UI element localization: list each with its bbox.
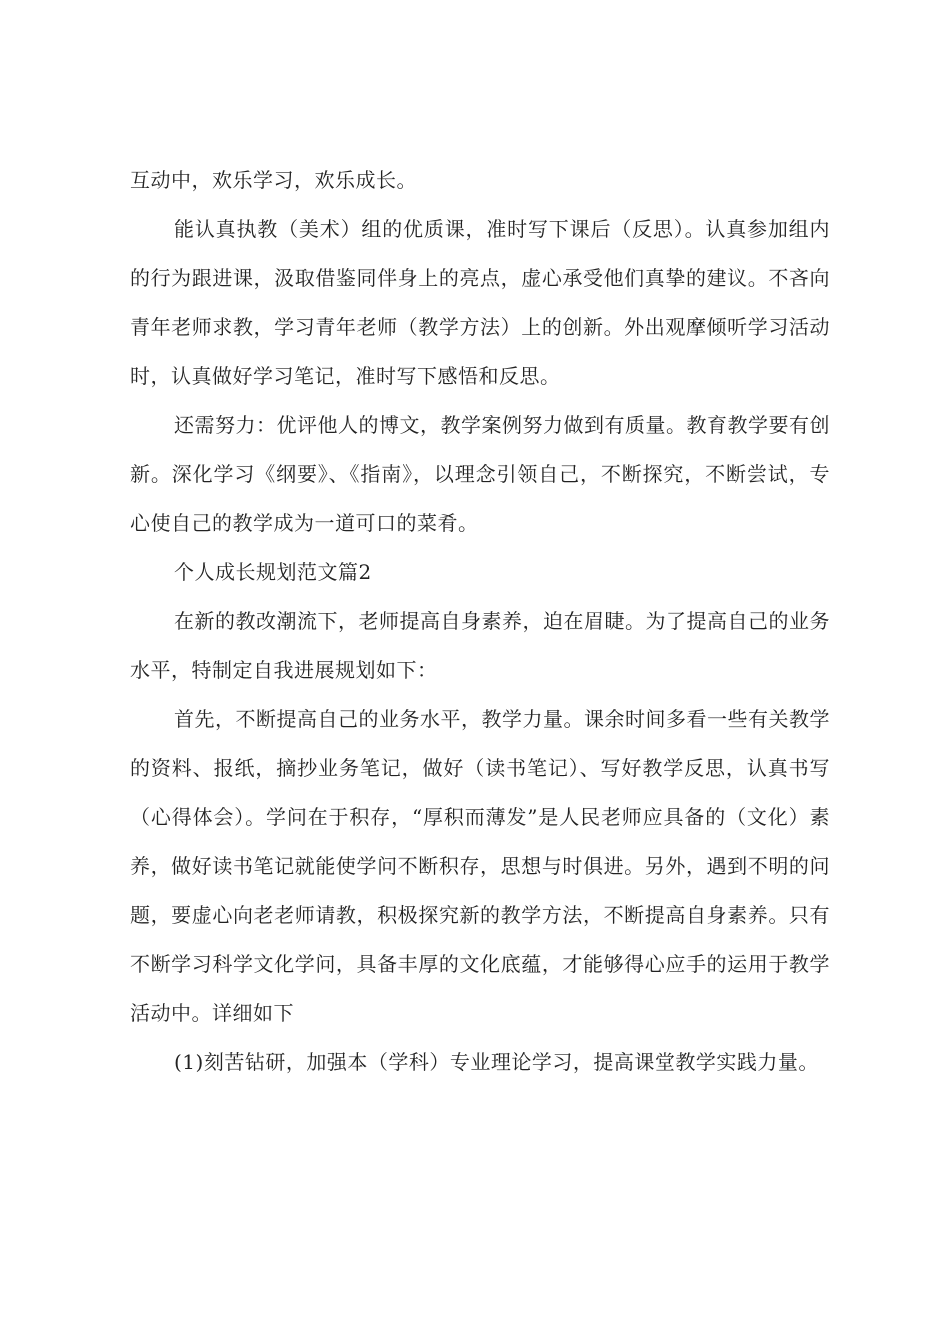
paragraph-needs-effort: 还需努力：优评他人的博文，教学案例努力做到有质量。教育教学要有创新。深化学习《纲要》、《指南》，以理念引领自己，不断探究，不断尝试，专心使自己的教学成为一道可口的菜肴。 xyxy=(130,413,830,535)
document-body xyxy=(130,156,830,1087)
paragraph-continuation: 互动中，欢乐学习，欢乐成长。 xyxy=(130,168,417,192)
paragraph-art-lessons: 能认真执教（美术）组的优质课，准时写下课后（反思）。认真参加组内的行为跟进课，汲取借鉴同伴身上的亮点，虚心承受他们真挚的建议。不吝向青年老师求教，学习青年老师（教学方法）上的创新。外出观摩倾听学习活动时，认真做好学习笔记，准时写下感悟和反思。 xyxy=(130,217,830,388)
section-heading: 个人成长规划范文篇2 xyxy=(174,560,372,584)
paragraph-intro: 在新的教改潮流下，老师提高自身素养，迫在眉睫。为了提高自己的业务水平，特制定自我进展规划如下： xyxy=(130,609,830,682)
paragraph-item-1: (1)刻苦钻研，加强本（学科）专业理论学习，提高课堂教学实践力量。 xyxy=(174,1050,819,1074)
paragraph-first-plan: 首先，不断提高自己的业务水平，教学力量。课余时间多看一些有关教学的资料、报纸，摘抄业务笔记，做好（读书笔记）、写好教学反思，认真书写（心得体会）。学问在于积存，“厚积而薄发”是人民老师应具备的（文化）素养，做好读书笔记就能使学问不断积存，思想与时俱进。另外，遇到不明的问题，要虚心向老老师请教，积极探究新的教学方法，不断提高自身素养。只有不断学习科学文化学问，具备丰厚的文化底蕴，才能够得心应手的运用于教学活动中。详细如下 xyxy=(130,707,830,1025)
